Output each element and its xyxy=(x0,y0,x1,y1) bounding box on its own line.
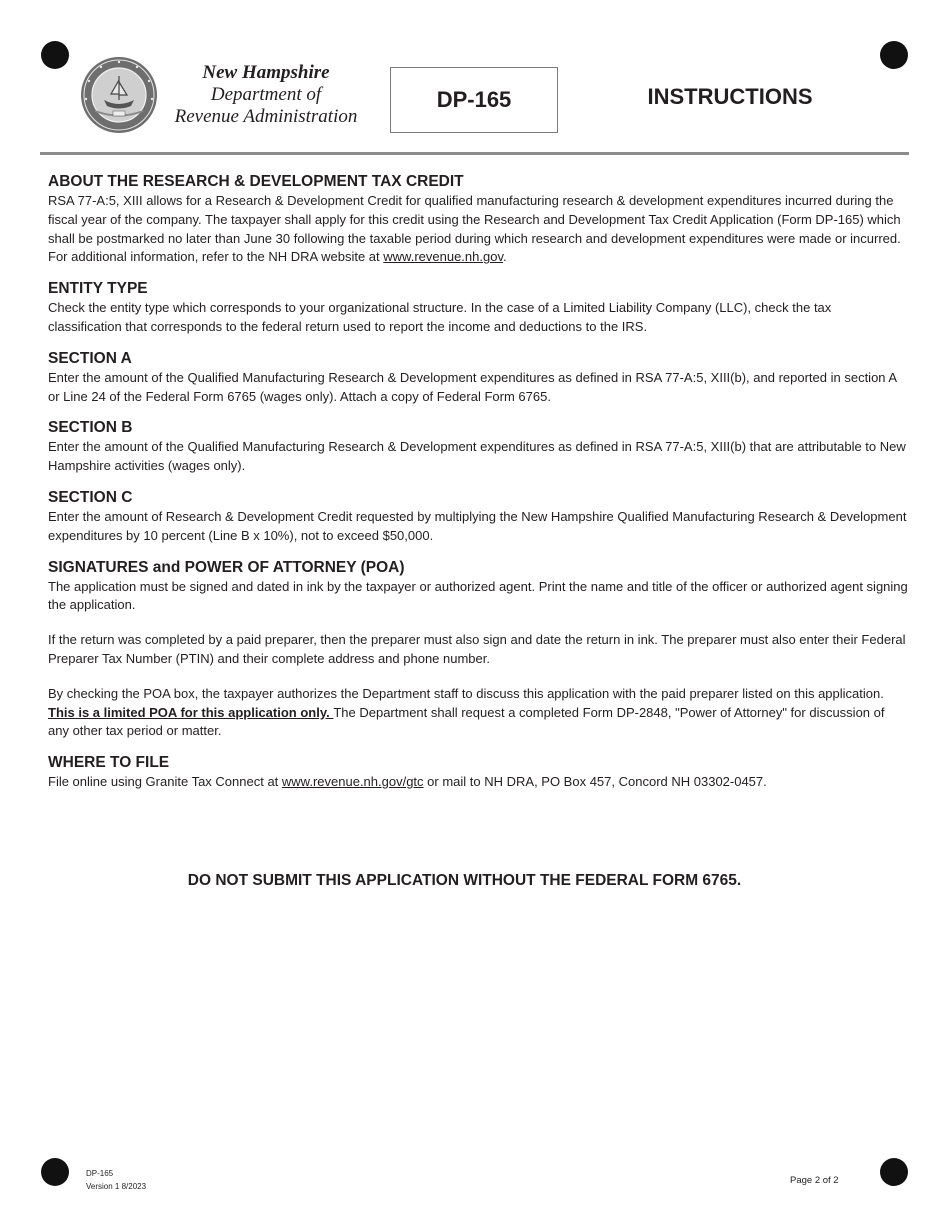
section-text: File online using Granite Tax Connect at www.revenue.nh.gov/gtc or mail to NH DRA, PO Box 457, Concord NH 03302-0457. xyxy=(48,774,767,790)
section-text: By checking the POA box, the taxpayer authorizes the Department staff to discuss this application with the paid preparer listed on this application. This is a limited POA for this application only. The Department shall request a completed Form DP-2848, "Power of Attorney" for discussion of any other tax period or matter. xyxy=(48,685,885,739)
submission-warning: DO NOT SUBMIT THIS APPLICATION WITHOUT THE FEDERAL FORM 6765. xyxy=(187,872,742,889)
page-title: INSTRUCTIONS xyxy=(647,84,813,109)
registration-mark xyxy=(41,1158,69,1186)
section-heading: ABOUT THE RESEARCH & DEVELOPMENT TAX CREDIT xyxy=(48,173,464,190)
limited-poa-notice: This is a limited POA for this application only. xyxy=(48,704,334,720)
footer-version: Version 1 8/2023 xyxy=(86,1182,147,1191)
section-heading: ENTITY TYPE xyxy=(48,280,148,298)
registration-mark xyxy=(880,41,908,69)
section-entity-type xyxy=(48,279,908,337)
footer-form-id: DP-165 xyxy=(86,1169,114,1178)
page-number: Page 2 of 2 xyxy=(790,1175,839,1186)
section-text: Enter the amount of the Qualified Manufacturing Research & Development expenditures as defined in RSA 77-A:5, XIII(b) that are attributable to New Hampshire activities (wages only). xyxy=(48,439,906,474)
section-text: RSA 77-A:5, XIII allows for a Research & Development Credit for qualified manufacturing research & development expenditures incurred during the fiscal year of the company. The taxpayer shall apply for this credit using the Research and Development Tax Credit Application (Form DP-165) which shall be postmarked no later than June 30 following the taxable period during which research and development expenditures were made or incurred. For additional information, refer to the NH DRA website at www.revenue.nh.gov. xyxy=(48,193,901,265)
granite-tax-connect-link[interactable]: www.revenue.nh.gov/gtc xyxy=(281,774,424,790)
header-divider xyxy=(40,152,909,155)
section-heading: SECTION B xyxy=(48,419,133,437)
section-text: Enter the amount of the Qualified Manufacturing Research & Development expenditures as defined in RSA 77-A:5, XIII(b), and reported in section A or Line 24 of the Federal Form 6765 (wages only). Attach a copy of Federal Form 6765. xyxy=(48,369,897,404)
section-text: The application must be signed and dated in ink by the taxpayer or authorized agent. Print the name and title of the officer or authorized agent signing the application. xyxy=(48,578,908,613)
footer-form-info xyxy=(86,1167,146,1193)
section-about xyxy=(48,172,908,267)
section-b xyxy=(48,418,908,476)
section-a xyxy=(48,349,908,407)
form-number: DP-165 xyxy=(436,87,512,112)
section-heading: WHERE TO FILE xyxy=(48,754,170,772)
section-heading: SECTION C xyxy=(48,488,133,506)
section-heading: SIGNATURES and POWER OF ATTORNEY (POA) xyxy=(48,558,405,576)
agency-department: Department of xyxy=(210,84,322,105)
revenue-website-link[interactable]: www.revenue.nh.gov xyxy=(383,249,503,265)
section-signatures xyxy=(48,558,908,742)
registration-mark xyxy=(880,1158,908,1186)
agency-name xyxy=(160,62,372,128)
section-where-to-file xyxy=(48,753,908,792)
instructions-body xyxy=(48,172,908,804)
section-heading: SECTION A xyxy=(48,349,132,367)
section-c xyxy=(48,488,908,546)
section-text: Check the entity type which corresponds to your organizational structure. In the case of a Limited Liability Company (LLC), check the tax classification that corresponds to the federal return used to report the income and deductions to the IRS. xyxy=(48,300,832,334)
agency-administration: Revenue Administration xyxy=(174,106,358,127)
section-text: Enter the amount of Research & Development Credit requested by multiplying the New Hampshire Qualified Manufacturing Research & Development expenditures by 10 percent (Line B x 10%), not to exceed $50,000. xyxy=(48,508,907,543)
form-number-box xyxy=(390,67,558,133)
agency-state: New Hampshire xyxy=(202,62,330,83)
section-text: If the return was completed by a paid preparer, then the preparer must also sign and date the return in ink. The preparer must also enter their Federal Preparer Tax Number (PTIN) and their complete address and phone number. xyxy=(48,632,906,666)
registration-mark xyxy=(41,41,69,69)
state-seal-icon xyxy=(80,56,158,134)
